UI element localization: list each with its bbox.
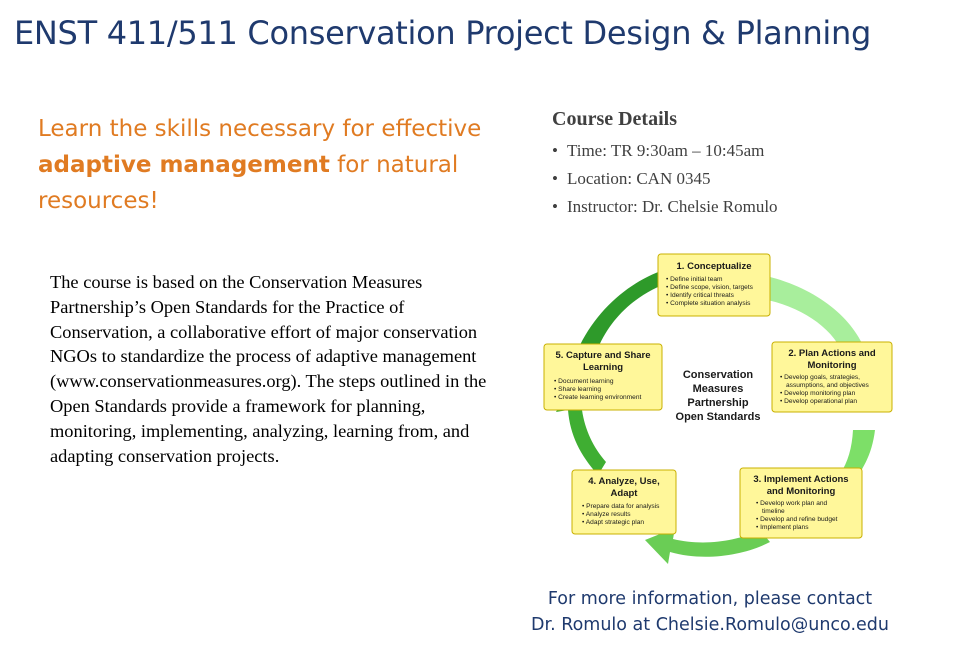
contact-line-1: For more information, please contact bbox=[547, 589, 873, 609]
course-time: • Time: TR 9:30am – 10:45am bbox=[552, 137, 932, 165]
tagline-part2: for natural resources! bbox=[38, 152, 459, 214]
step-3-item-4: • Implement plans bbox=[756, 524, 809, 531]
contact-info bbox=[470, 586, 950, 638]
step-4-box bbox=[572, 470, 676, 534]
step-3-item-2: timeline bbox=[762, 508, 785, 515]
step-2-item-1: • Develop goals, strategies, bbox=[780, 374, 861, 381]
step-3-box bbox=[740, 468, 862, 538]
step-1-item-2: • Define scope, vision, targets bbox=[666, 284, 753, 291]
center-line-2: Measures bbox=[692, 383, 744, 395]
step-4-item-2: • Analyze results bbox=[582, 511, 631, 518]
step-3-title-line-2: and Monitoring bbox=[766, 486, 836, 497]
course-instructor: • Instructor: Dr. Chelsie Romulo bbox=[552, 193, 932, 221]
course-description: The course is based on the Conservation Measures Partnership’s Open Standards for the Practice of Conservation, a collaborative effort of major conservation NGOs to standardize the process of adaptive management (www.conservationmeasures.org). The steps outlined in the Open Standards provide a framework for planning, monitoring, implementing, analyzing, learning from, and adapting conservation projects. bbox=[50, 272, 487, 466]
step-4-item-3: • Adapt strategic plan bbox=[582, 519, 645, 526]
course-details bbox=[552, 108, 932, 221]
center-line-3: Partnership bbox=[687, 397, 749, 409]
step-4-title-line-2: Adapt bbox=[610, 488, 638, 499]
course-details-heading: Course Details bbox=[552, 108, 677, 130]
step-2-item-2: assumptions, and objectives bbox=[786, 382, 869, 389]
step-2-title-line-1: 2. Plan Actions and bbox=[788, 348, 876, 359]
step-1-title: 1. Conceptualize bbox=[676, 261, 752, 272]
step-5-item-2: • Share learning bbox=[554, 386, 602, 393]
center-line-4: Open Standards bbox=[675, 411, 761, 423]
step-5-item-3: • Create learning environment bbox=[554, 394, 642, 401]
step-4-title-line-1: 4. Analyze, Use, bbox=[588, 476, 660, 487]
step-2-item-3: • Develop monitoring plan bbox=[780, 390, 856, 397]
step-1-item-1: • Define initial team bbox=[666, 276, 723, 283]
step-5-title-line-2: Learning bbox=[582, 362, 624, 373]
cycle-center-label bbox=[676, 369, 761, 423]
step-1-box bbox=[658, 254, 770, 316]
step-1-item-4: • Complete situation analysis bbox=[666, 300, 751, 307]
step-5-box bbox=[544, 344, 662, 410]
step-3-item-3: • Develop and refine budget bbox=[756, 516, 838, 523]
open-standards-cycle-diagram bbox=[540, 250, 900, 568]
tagline-part1: Learn the skills necessary for effective bbox=[38, 116, 482, 142]
center-line-1: Conservation bbox=[682, 369, 754, 381]
page-title: ENST 411/511 Conservation Project Design & Planning bbox=[14, 14, 872, 52]
step-2-title-line-2: Monitoring bbox=[807, 360, 857, 371]
course-location: • Location: CAN 0345 bbox=[552, 165, 932, 193]
step-3-title-line-1: 3. Implement Actions bbox=[753, 474, 849, 485]
step-4-item-1: • Prepare data for analysis bbox=[582, 503, 660, 510]
step-1-item-3: • Identify critical threats bbox=[666, 292, 734, 299]
step-5-item-1: • Document learning bbox=[554, 378, 614, 385]
course-details-list bbox=[552, 137, 932, 221]
step-2-item-4: • Develop operational plan bbox=[780, 398, 858, 405]
step-2-box bbox=[772, 342, 892, 412]
tagline-bold: adaptive management bbox=[38, 152, 330, 178]
tagline bbox=[38, 111, 508, 219]
contact-line-2: Dr. Romulo at Chelsie.Romulo@unco.edu bbox=[531, 615, 889, 635]
step-3-item-1: • Develop work plan and bbox=[756, 500, 828, 507]
step-5-title-line-1: 5. Capture and Share bbox=[555, 350, 651, 361]
